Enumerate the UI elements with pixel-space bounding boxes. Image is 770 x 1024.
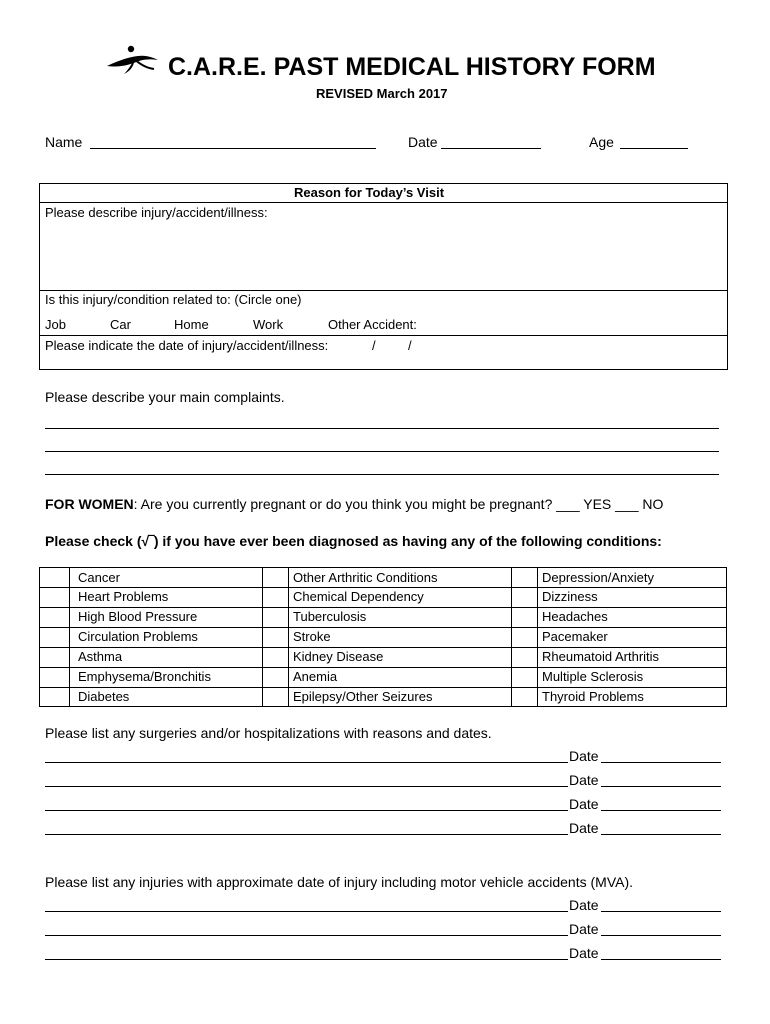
surgery-line[interactable] [45,834,568,835]
surgery-line[interactable] [45,762,568,763]
divider [39,587,727,588]
revised-date: REVISED March 2017 [316,86,448,101]
divider [39,335,727,336]
describe-label: Please describe injury/accident/illness: [45,205,268,220]
surgery-date-label: Date [569,820,599,836]
surgery-date-label: Date [569,772,599,788]
condition-stroke: Stroke [293,629,331,644]
date-field[interactable] [441,148,541,149]
option-other-accident[interactable]: Other Accident: [328,317,417,332]
condition-pacemaker: Pacemaker [542,629,608,644]
condition-headaches: Headaches [542,609,608,624]
checkbox-column-3[interactable] [512,568,537,706]
option-car[interactable]: Car [110,317,131,332]
divider [39,627,727,628]
condition-heart-problems: Heart Problems [78,589,169,604]
related-label: Is this injury/condition related to: (Circle one) [45,292,302,307]
age-field[interactable] [620,148,688,149]
divider [39,667,727,668]
surgery-date-field[interactable] [601,810,721,811]
condition-chemical-dependency: Chemical Dependency [293,589,424,604]
condition-multiple-sclerosis: Multiple Sclerosis [542,669,644,684]
surgery-date-field[interactable] [601,786,721,787]
checkbox-column-1[interactable] [40,568,69,706]
injuries-label: Please list any injuries with approximate date of injury including motor vehicle accidents (MVA). [45,874,634,890]
surgeries-label: Please list any surgeries and/or hospitalizations with reasons and dates. [45,725,492,741]
surgery-line[interactable] [45,786,568,787]
care-logo-icon [104,44,160,82]
injury-line[interactable] [45,935,568,936]
complaints-label: Please describe your main complaints. [45,389,285,405]
option-home[interactable]: Home [174,317,209,332]
complaints-line[interactable] [45,474,719,475]
injury-date-label: Date [569,921,599,937]
injury-date-field[interactable] [601,911,721,912]
name-label: Name [45,134,83,150]
condition-dizziness: Dizziness [542,589,598,604]
injury-date-label: Date [569,897,599,913]
divider [39,202,727,203]
injury-line[interactable] [45,911,568,912]
name-field[interactable] [90,148,376,149]
age-label: Age [589,134,614,150]
date-label: Date [408,134,438,150]
condition-asthma: Asthma [78,649,123,664]
complaints-line[interactable] [45,451,719,452]
form-title: C.A.R.E. PAST MEDICAL HISTORY FORM [168,53,656,81]
divider [69,567,70,707]
injury-date-slash: / [372,338,376,353]
condition-kidney-disease: Kidney Disease [293,649,384,664]
option-job[interactable]: Job [45,317,66,332]
injury-line[interactable] [45,959,568,960]
condition-epilepsy: Epilepsy/Other Seizures [293,689,433,704]
condition-tuberculosis: Tuberculosis [293,609,367,624]
condition-depression-anxiety: Depression/Anxiety [542,570,654,585]
injury-date-label: Please indicate the date of injury/accident/illness: [45,338,329,353]
condition-circulation-problems: Circulation Problems [78,629,198,644]
injury-date-slash: / [408,338,412,353]
condition-rheumatoid-arthritis: Rheumatoid Arthritis [542,649,660,664]
condition-diabetes: Diabetes [78,689,130,704]
visit-heading: Reason for Today’s Visit [294,185,445,200]
injury-date-field[interactable] [601,959,721,960]
divider [537,567,538,707]
surgery-date-label: Date [569,748,599,764]
complaints-line[interactable] [45,428,719,429]
injury-date-field[interactable] [601,935,721,936]
checkbox-column-2[interactable] [263,568,288,706]
divider [39,687,727,688]
describe-injury-field[interactable] [45,222,720,286]
condition-thyroid-problems: Thyroid Problems [542,689,644,704]
condition-high-blood-pressure: High Blood Pressure [78,609,198,624]
pregnancy-text: : Are you currently pregnant or do you think you might be pregnant? ___ YES ___ NO [133,496,664,512]
injury-date-label: Date [569,945,599,961]
surgery-date-field[interactable] [601,834,721,835]
condition-cancer: Cancer [78,570,120,585]
divider [39,647,727,648]
condition-anemia: Anemia [293,669,338,684]
divider [39,290,727,291]
condition-emphysema: Emphysema/Bronchitis [78,669,211,684]
option-work[interactable]: Work [253,317,284,332]
surgery-date-field[interactable] [601,762,721,763]
pregnancy-question [45,496,663,512]
for-women-label: FOR WOMEN [45,496,134,512]
surgery-line[interactable] [45,810,568,811]
divider [39,607,727,608]
surgery-date-label: Date [569,796,599,812]
conditions-heading: Please check (√‾) if you have ever been diagnosed as having any of the following conditions: [45,533,662,549]
condition-other-arthritic: Other Arthritic Conditions [293,570,438,585]
divider [288,567,289,707]
